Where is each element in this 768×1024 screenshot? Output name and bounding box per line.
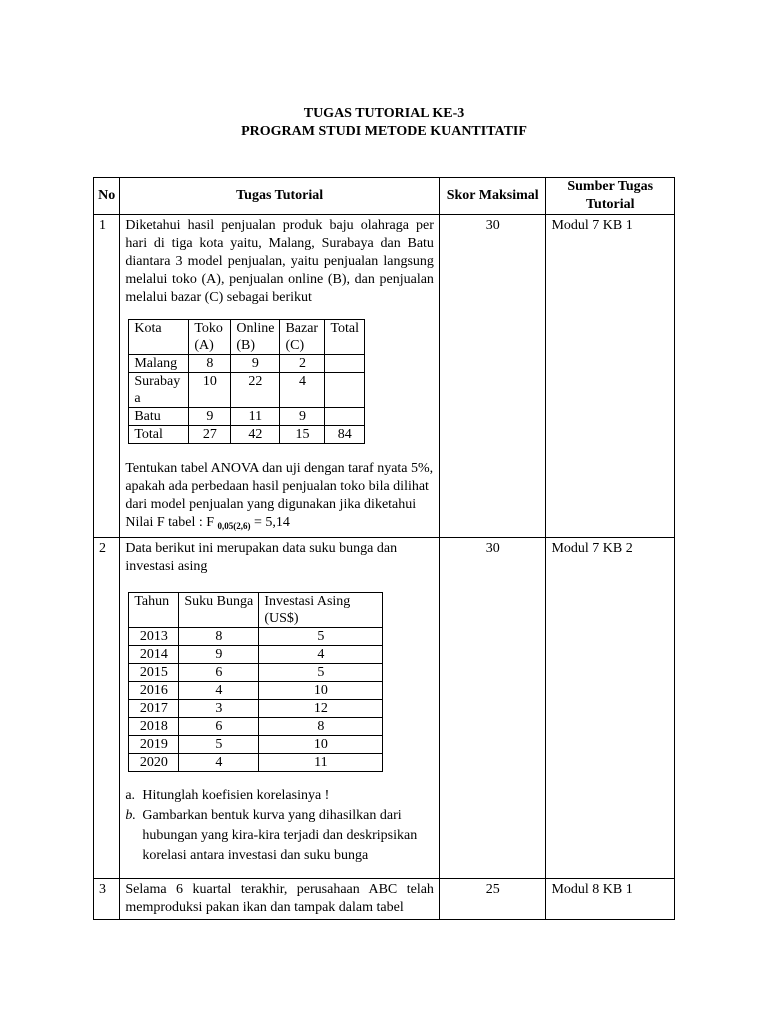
sales-header-kota: Kota (129, 320, 189, 355)
cell: 9 (179, 646, 259, 664)
cell: 42 (231, 426, 280, 444)
table-row (129, 682, 383, 700)
table-row (129, 408, 365, 426)
row1-task (120, 215, 440, 538)
sales-table-header (129, 320, 365, 355)
cell: 6 (179, 664, 259, 682)
header-source: Sumber Tugas Tutorial (546, 178, 675, 215)
question-a (125, 786, 434, 806)
row1-source: Modul 7 KB 1 (546, 215, 675, 538)
header-investasi-asing: Investasi Asing (US$) (259, 593, 383, 628)
cell: 9 (189, 408, 231, 426)
row2-source: Modul 7 KB 2 (546, 538, 675, 879)
table-header-row (129, 593, 383, 628)
row2-intro: Data berikut ini merupakan data suku bunga dan investasi asing (125, 541, 398, 574)
cell: 84 (325, 426, 365, 444)
table-row (129, 355, 365, 373)
cell: 9 (280, 408, 325, 426)
table-row (129, 664, 383, 682)
row2-questions (125, 786, 434, 866)
cell: 4 (259, 646, 383, 664)
table-row (129, 628, 383, 646)
cell: 2019 (129, 736, 179, 754)
document-subtitle: PROGRAM STUDI METODE KUANTITATIF (241, 124, 527, 139)
task-row-1 (94, 215, 675, 538)
tutorial-task-table (93, 177, 675, 920)
row1-ftable (125, 514, 434, 535)
cell: 5 (259, 664, 383, 682)
header-score: Skor Maksimal (439, 178, 546, 215)
cell: 9 (231, 355, 280, 373)
cell: 15 (280, 426, 325, 444)
header-suku-bunga: Suku Bunga (179, 593, 259, 628)
ftable-subscript: 0,05(2,6) (217, 521, 251, 531)
cell: Batu (129, 408, 189, 426)
cell: Malang (129, 355, 189, 373)
cell: 2015 (129, 664, 179, 682)
task-row-2 (94, 538, 675, 879)
cell: 6 (179, 718, 259, 736)
row3-no: 3 (94, 879, 120, 920)
cell: 10 (259, 682, 383, 700)
table-row (129, 718, 383, 736)
cell: Surabay a (129, 373, 189, 408)
sales-header-toko: Toko (A) (189, 320, 231, 355)
cell: 12 (259, 700, 383, 718)
question-b (125, 806, 434, 866)
row2-no: 2 (94, 538, 120, 879)
cell (325, 355, 365, 373)
row1-question: Tentukan tabel ANOVA dan uji dengan taraf nyata 5%, apakah ada perbedaan hasil penjualan toko bila dilihat dari model penjualan yang digunakan jika diketahui (125, 461, 434, 512)
header-task: Tugas Tutorial (120, 178, 440, 215)
cell: 8 (179, 628, 259, 646)
question-b-text: Gambarkan bentuk kurva yang dihasilkan dari hubungan yang kira-kira terjadi dan deskripsikan korelasi antara investasi dan suku bunga (142, 808, 418, 863)
cell: 5 (179, 736, 259, 754)
cell: 5 (259, 628, 383, 646)
interest-investment-table (128, 592, 383, 772)
row1-score: 30 (439, 215, 546, 538)
document-title: TUGAS TUTORIAL KE-3 (303, 106, 465, 121)
cell: 4 (280, 373, 325, 408)
cell: 27 (189, 426, 231, 444)
ftable-value: = 5,14 (250, 515, 290, 530)
sales-header-total: Total (325, 320, 365, 355)
table-row (129, 426, 365, 444)
row2-score: 30 (439, 538, 546, 879)
table-row (129, 373, 365, 408)
cell: 4 (179, 682, 259, 700)
row3-source: Modul 8 KB 1 (546, 879, 675, 920)
cell: 11 (231, 408, 280, 426)
table-row (129, 646, 383, 664)
cell: 11 (259, 754, 383, 772)
table-row (129, 700, 383, 718)
ftable-label: Nilai F tabel : F (125, 515, 215, 530)
question-a-text: Hitunglah koefisien korelasinya ! (142, 788, 330, 803)
cell: 10 (189, 373, 231, 408)
row1-no: 1 (94, 215, 120, 538)
cell: 2018 (129, 718, 179, 736)
sales-header-bazar: Bazar (C) (280, 320, 325, 355)
row2-task (120, 538, 440, 879)
header-tahun: Tahun (129, 593, 179, 628)
cell (325, 408, 365, 426)
question-b-marker: b. (125, 808, 136, 823)
row3-task (120, 879, 440, 920)
cell: 2013 (129, 628, 179, 646)
cell: 10 (259, 736, 383, 754)
cell: 8 (259, 718, 383, 736)
cell: 2020 (129, 754, 179, 772)
header-no: No (94, 178, 120, 215)
cell: 2016 (129, 682, 179, 700)
cell: 2 (280, 355, 325, 373)
sales-table (128, 319, 365, 444)
table-row (129, 754, 383, 772)
cell: Total (129, 426, 189, 444)
cell: 4 (179, 754, 259, 772)
cell: 2014 (129, 646, 179, 664)
question-a-marker: a. (125, 788, 136, 803)
cell: 2017 (129, 700, 179, 718)
table-row (129, 736, 383, 754)
sales-header-online: Online (B) (231, 320, 280, 355)
row1-intro: Diketahui hasil penjualan produk baju olahraga per hari di tiga kota yaitu, Malang, Surabaya dan Batu diantara 3 model penjualan, yaitu penjualan langsung melalui toko (A), penjualan online (B), dan penjualan melalui bazar (C) sebagai berikut (125, 218, 434, 305)
cell: 8 (189, 355, 231, 373)
row3-score: 25 (439, 879, 546, 920)
cell (325, 373, 365, 408)
cell: 22 (231, 373, 280, 408)
row3-intro: Selama 6 kuartal terakhir, perusahaan ABC telah memproduksi pakan ikan dan tampak dalam tabel (125, 882, 434, 915)
table-header-row (94, 178, 675, 215)
cell: 3 (179, 700, 259, 718)
task-row-3 (94, 879, 675, 920)
